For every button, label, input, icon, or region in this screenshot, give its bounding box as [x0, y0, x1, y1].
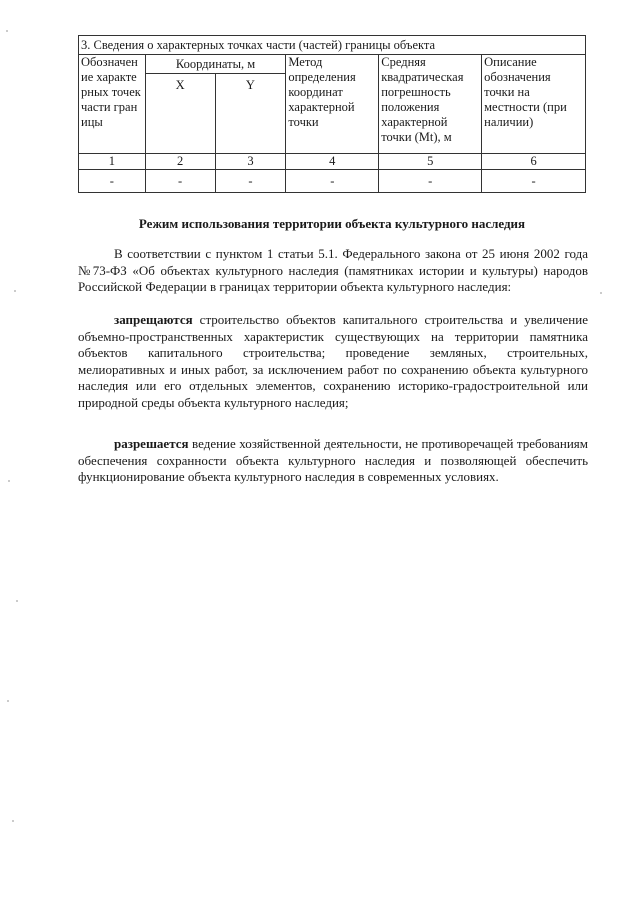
table-title: 3. Сведения о характерных точках части (частей) границы объекта	[79, 36, 586, 55]
header-accuracy: Средняя квадратическая погрешность положения характерной точки (Mt), м	[379, 55, 482, 154]
header-y: Y	[215, 74, 286, 154]
prohibited-keyword: запрещаются	[114, 312, 193, 327]
table-title-row	[79, 36, 586, 55]
paragraph-text: ведение хозяйственной деятельности, не противоречащей требованиям обеспечения сохранности объекта культурного наследия и позволяющей обеспечить функционирование объекта культурного наследия в современных условиях.	[78, 436, 588, 484]
section-heading: Режим использования территории объекта культурного наследия	[138, 216, 526, 231]
paragraph-permitted	[78, 436, 588, 486]
scan-speck	[6, 30, 8, 32]
table-cell: -	[482, 170, 586, 193]
column-number: 5	[379, 154, 482, 170]
scan-speck	[600, 292, 602, 294]
table-cell: -	[215, 170, 286, 193]
column-number: 6	[482, 154, 586, 170]
header-x: X	[145, 74, 215, 154]
paragraph-legal-basis	[78, 246, 588, 296]
header-point-designation: Обозначение характерных точек части границы	[79, 55, 146, 154]
permitted-keyword: разрешается	[114, 436, 189, 451]
column-number: 3	[215, 154, 286, 170]
table-row	[79, 170, 586, 193]
scan-speck	[16, 600, 18, 602]
column-number: 2	[145, 154, 215, 170]
paragraph-text: строительство объектов капитального строительства и увеличение объемно-пространственных характеристик существующих на территории памятника объектов капитального строительства; проведение земляных, строительных, мелиоративных и иных работ, за исключением работ по сохранению объекта культурного наследия или его отдельных элементов, сохранению историко-градостроительной или природной среды объекта культурного наследия;	[78, 312, 588, 410]
table-cell: -	[79, 170, 146, 193]
header-description: Описание обозначения точки на местности (при наличии)	[482, 55, 586, 154]
paragraph-text: В соответствии с пунктом 1 статьи 5.1. Федерального закона от 25 июня 2002 года №73-ФЗ «Об объектах культурного наследия (памятниках истории и культуры) народов Российской Федерации в границах территории объекта культурного наследия:	[78, 246, 588, 294]
table-cell: -	[286, 170, 379, 193]
table-cell: -	[145, 170, 215, 193]
scan-speck	[8, 480, 10, 482]
header-coordinates: Координаты, м	[145, 55, 286, 74]
scan-speck	[12, 820, 14, 822]
characteristic-points-table	[78, 35, 586, 193]
scan-speck	[7, 700, 9, 702]
table-number-row	[79, 154, 586, 170]
table-cell: -	[379, 170, 482, 193]
scan-speck	[14, 290, 16, 292]
table-header-row	[79, 55, 586, 74]
header-method: Метод определения координат характерной точки	[286, 55, 379, 154]
column-number: 1	[79, 154, 146, 170]
paragraph-prohibited	[78, 312, 588, 411]
column-number: 4	[286, 154, 379, 170]
